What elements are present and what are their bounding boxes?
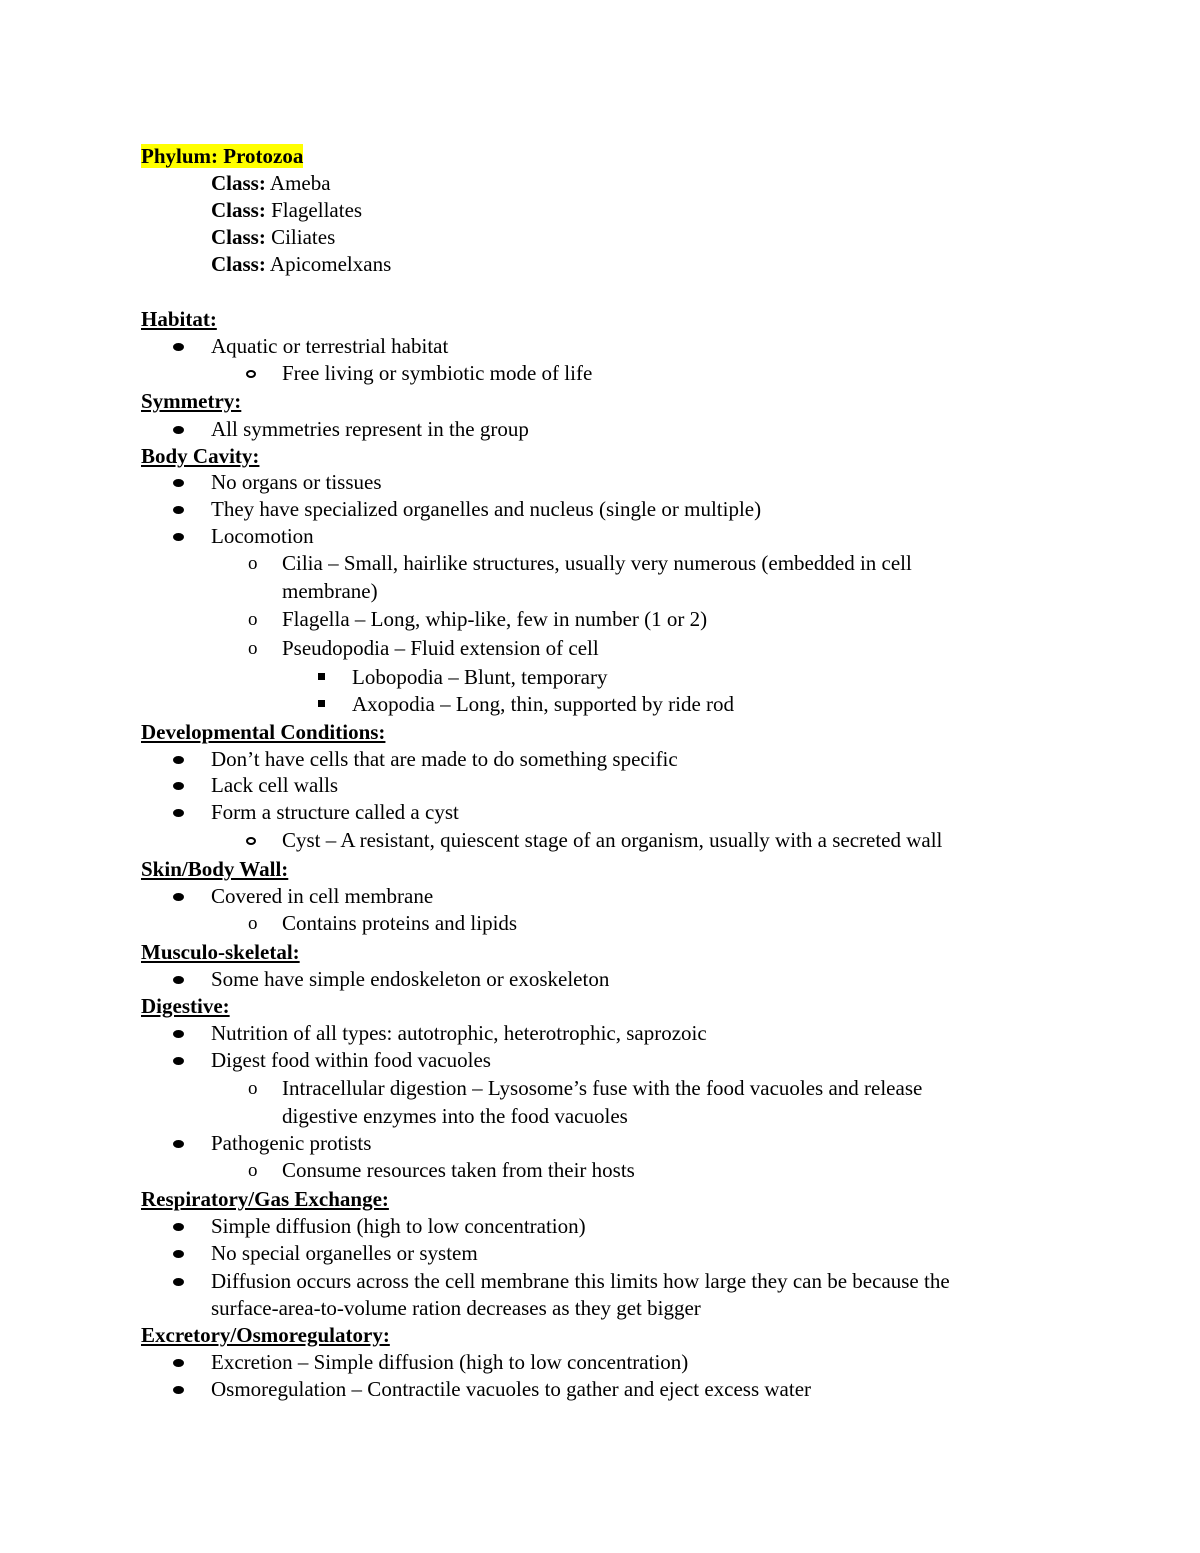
class-key: Class: [211, 252, 266, 276]
list-item: Axopodia – Long, thin, supported by ride rod [352, 692, 735, 716]
list-item-continuation: surface-area-to-volume ration decreases as they get bigger [211, 1296, 701, 1320]
list-item: No organs or tissues [211, 470, 382, 494]
bullet-ring-icon [246, 837, 256, 845]
bullet-disc-icon [173, 1140, 184, 1148]
list-item: Nutrition of all types: autotrophic, heterotrophic, saprozoic [211, 1021, 707, 1045]
list-item: Pathogenic protists [211, 1131, 372, 1155]
bullet-disc-icon [173, 976, 184, 984]
list-item: Locomotion [211, 524, 314, 548]
bullet-ring-icon [246, 370, 256, 378]
class-value: Ameba [265, 171, 331, 195]
list-item-continuation: membrane) [282, 579, 378, 603]
list-item: Lack cell walls [211, 773, 339, 797]
list-item: Diffusion occurs across the cell membrane this limits how large they can be because the [211, 1269, 950, 1293]
class-key: Class: [211, 225, 266, 249]
bullet-disc-icon [173, 1057, 184, 1065]
list-item: Pseudopodia – Fluid extension of cell [282, 636, 599, 660]
bullet-disc-icon [173, 426, 184, 434]
class-value: Flagellates [265, 198, 363, 222]
bullet-disc-icon [173, 1030, 184, 1038]
section-heading-skin: Skin/Body Wall: [141, 857, 289, 881]
bullet-o-icon: o [248, 638, 258, 659]
class-key: Class: [211, 198, 266, 222]
bullet-disc-icon [173, 756, 184, 764]
section-heading-symmetry: Symmetry: [141, 389, 242, 413]
bullet-square-icon [318, 700, 325, 707]
bullet-disc-icon [173, 479, 184, 487]
list-item: All symmetries represent in the group [211, 417, 529, 441]
bullet-disc-icon [173, 533, 184, 541]
class-line [211, 170, 331, 197]
list-item: No special organelles or system [211, 1241, 478, 1265]
bullet-disc-icon [173, 506, 184, 514]
class-line [211, 224, 335, 251]
bullet-o-icon: o [248, 1078, 258, 1099]
bullet-disc-icon [173, 343, 184, 351]
list-item: Flagella – Long, whip-like, few in number (1 or 2) [282, 607, 708, 631]
list-item-continuation: digestive enzymes into the food vacuoles [282, 1104, 628, 1128]
phylum-title [141, 143, 303, 170]
bullet-disc-icon [173, 1250, 184, 1258]
phylum-highlight: Phylum: Protozoa [141, 144, 304, 168]
list-item: Cyst – A resistant, quiescent stage of an organism, usually with a secreted wall [282, 828, 943, 852]
bullet-disc-icon [173, 1278, 184, 1286]
bullet-disc-icon [173, 893, 184, 901]
list-item: Some have simple endoskeleton or exoskeleton [211, 967, 610, 991]
list-item: Simple diffusion (high to low concentration) [211, 1214, 586, 1238]
class-value: Apicomelxans [265, 252, 392, 276]
list-item: Don’t have cells that are made to do something specific [211, 747, 678, 771]
section-heading-respiratory: Respiratory/Gas Exchange: [141, 1187, 389, 1211]
bullet-disc-icon [173, 809, 184, 817]
list-item: Aquatic or terrestrial habitat [211, 334, 449, 358]
list-item: They have specialized organelles and nucleus (single or multiple) [211, 497, 762, 521]
bullet-disc-icon [173, 1359, 184, 1367]
list-item: Digest food within food vacuoles [211, 1048, 491, 1072]
bullet-o-icon: o [248, 609, 258, 630]
section-heading-developmental: Developmental Conditions: [141, 720, 386, 744]
list-item: Lobopodia – Blunt, temporary [352, 665, 608, 689]
class-key: Class: [211, 171, 266, 195]
list-item: Excretion – Simple diffusion (high to low concentration) [211, 1350, 689, 1374]
list-item: Intracellular digestion – Lysosome’s fuse with the food vacuoles and release [282, 1076, 923, 1100]
list-item: Osmoregulation – Contractile vacuoles to gather and eject excess water [211, 1377, 812, 1401]
bullet-disc-icon [173, 782, 184, 790]
class-line [211, 197, 362, 224]
list-item: Consume resources taken from their hosts [282, 1158, 635, 1182]
section-heading-digestive: Digestive: [141, 994, 230, 1018]
list-item: Free living or symbiotic mode of life [282, 361, 593, 385]
list-item: Covered in cell membrane [211, 884, 434, 908]
section-heading-habitat: Habitat: [141, 307, 217, 331]
class-line [211, 251, 391, 278]
bullet-o-icon: o [248, 913, 258, 934]
bullet-o-icon: o [248, 1160, 258, 1181]
class-value: Ciliates [265, 225, 336, 249]
list-item: Form a structure called a cyst [211, 800, 459, 824]
bullet-disc-icon [173, 1223, 184, 1231]
list-item: Contains proteins and lipids [282, 911, 518, 935]
bullet-disc-icon [173, 1386, 184, 1394]
section-heading-musculo: Musculo-skeletal: [141, 940, 300, 964]
bullet-square-icon [318, 673, 325, 680]
bullet-o-icon: o [248, 553, 258, 574]
list-item: Cilia – Small, hairlike structures, usually very numerous (embedded in cell [282, 551, 912, 575]
section-heading-body-cavity: Body Cavity: [141, 444, 260, 468]
section-heading-excretory: Excretory/Osmoregulatory: [141, 1323, 390, 1347]
